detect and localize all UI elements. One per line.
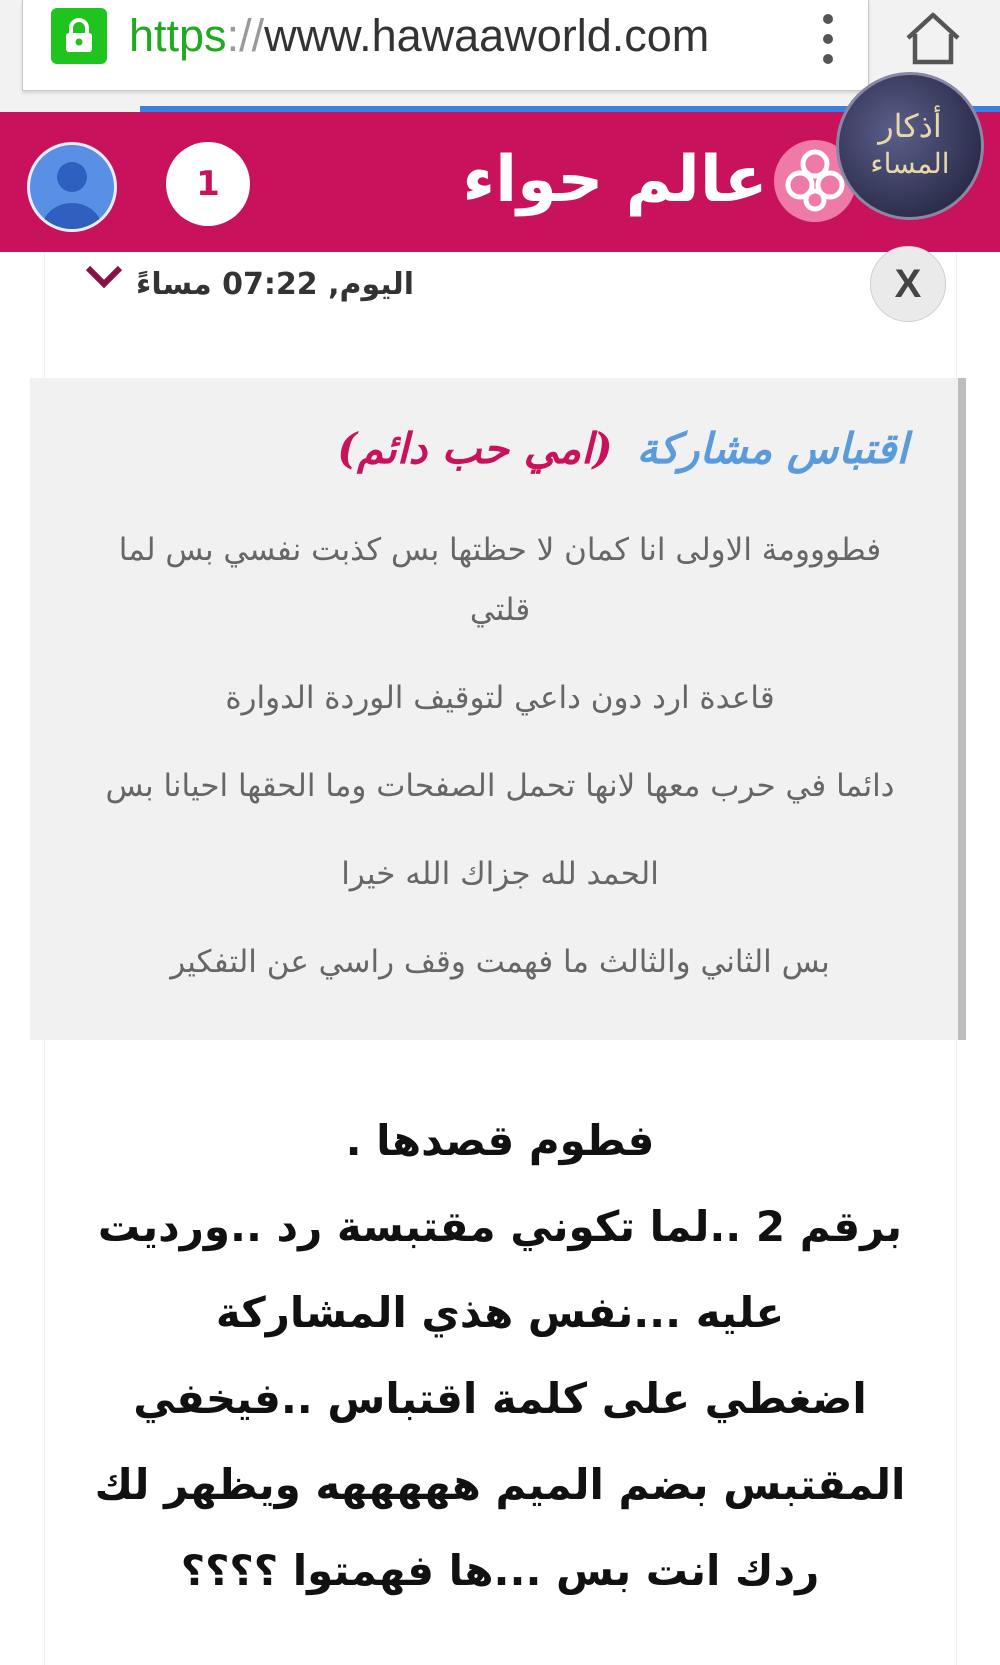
timestamp-text: اليوم, 07:22 مساءً [136, 267, 415, 302]
url-text[interactable] [129, 6, 709, 66]
adhkar-evening-badge[interactable] [836, 72, 984, 220]
post-timestamp [136, 262, 414, 308]
close-button[interactable]: X [870, 246, 946, 322]
home-icon[interactable] [898, 8, 968, 70]
lock-icon[interactable] [51, 8, 107, 64]
quote-label[interactable]: اقتباس مشاركة [636, 424, 908, 473]
url-host: www.hawaaworld.com [264, 10, 710, 61]
reply-paragraph: فطوم قصدها . [345, 1116, 655, 1165]
reply-paragraph: اضغطي على كلمة اقتباس ..فيخفي المقتبس بضم الميم هههههه ويظهر لك ردك انت بس ...ها فهمتوا ؟؟؟؟ [94, 1374, 906, 1595]
quote-line: فطووومة الاولى انا كمان لا حظتها بس كذبت نفسي بس لما قلتي [118, 532, 882, 628]
user-avatar-icon[interactable] [27, 142, 117, 232]
more-vert-icon[interactable] [806, 8, 850, 70]
quote-line: بس الثاني والثالث ما فهمت وقف راسي عن التفكير [170, 944, 830, 980]
quote-line: قاعدة ارد دون داعي لتوقيف الوردة الدوارة [225, 680, 775, 716]
reply-text [70, 1098, 930, 1614]
reply-paragraph: برقم 2 ..لما تكوني مقتبسة رد ..ورديت عليه ...نفس هذي المشاركة [97, 1202, 903, 1337]
adhkar-line2: المساء [870, 147, 950, 180]
chevron-down-icon[interactable] [84, 262, 124, 292]
quote-author[interactable]: (امي حب دائم) [337, 424, 613, 473]
browser-toolbar [0, 0, 1000, 112]
quote-header [337, 414, 908, 484]
quote-line: دائما في حرب معها لانها تحمل الصفحات وما الحقها احيانا بس [105, 768, 895, 804]
quote-block [30, 378, 966, 1040]
address-bar[interactable] [22, 0, 869, 91]
quote-line: الحمد لله جزاك الله خيرا [341, 856, 659, 892]
url-scheme: https [129, 10, 227, 61]
url-separator: :// [226, 10, 265, 61]
adhkar-line1: أذكار [878, 107, 942, 145]
quote-body [90, 520, 910, 1020]
notification-count-badge[interactable]: 1 [166, 142, 250, 226]
site-logo[interactable]: عالم حواء [462, 143, 768, 217]
